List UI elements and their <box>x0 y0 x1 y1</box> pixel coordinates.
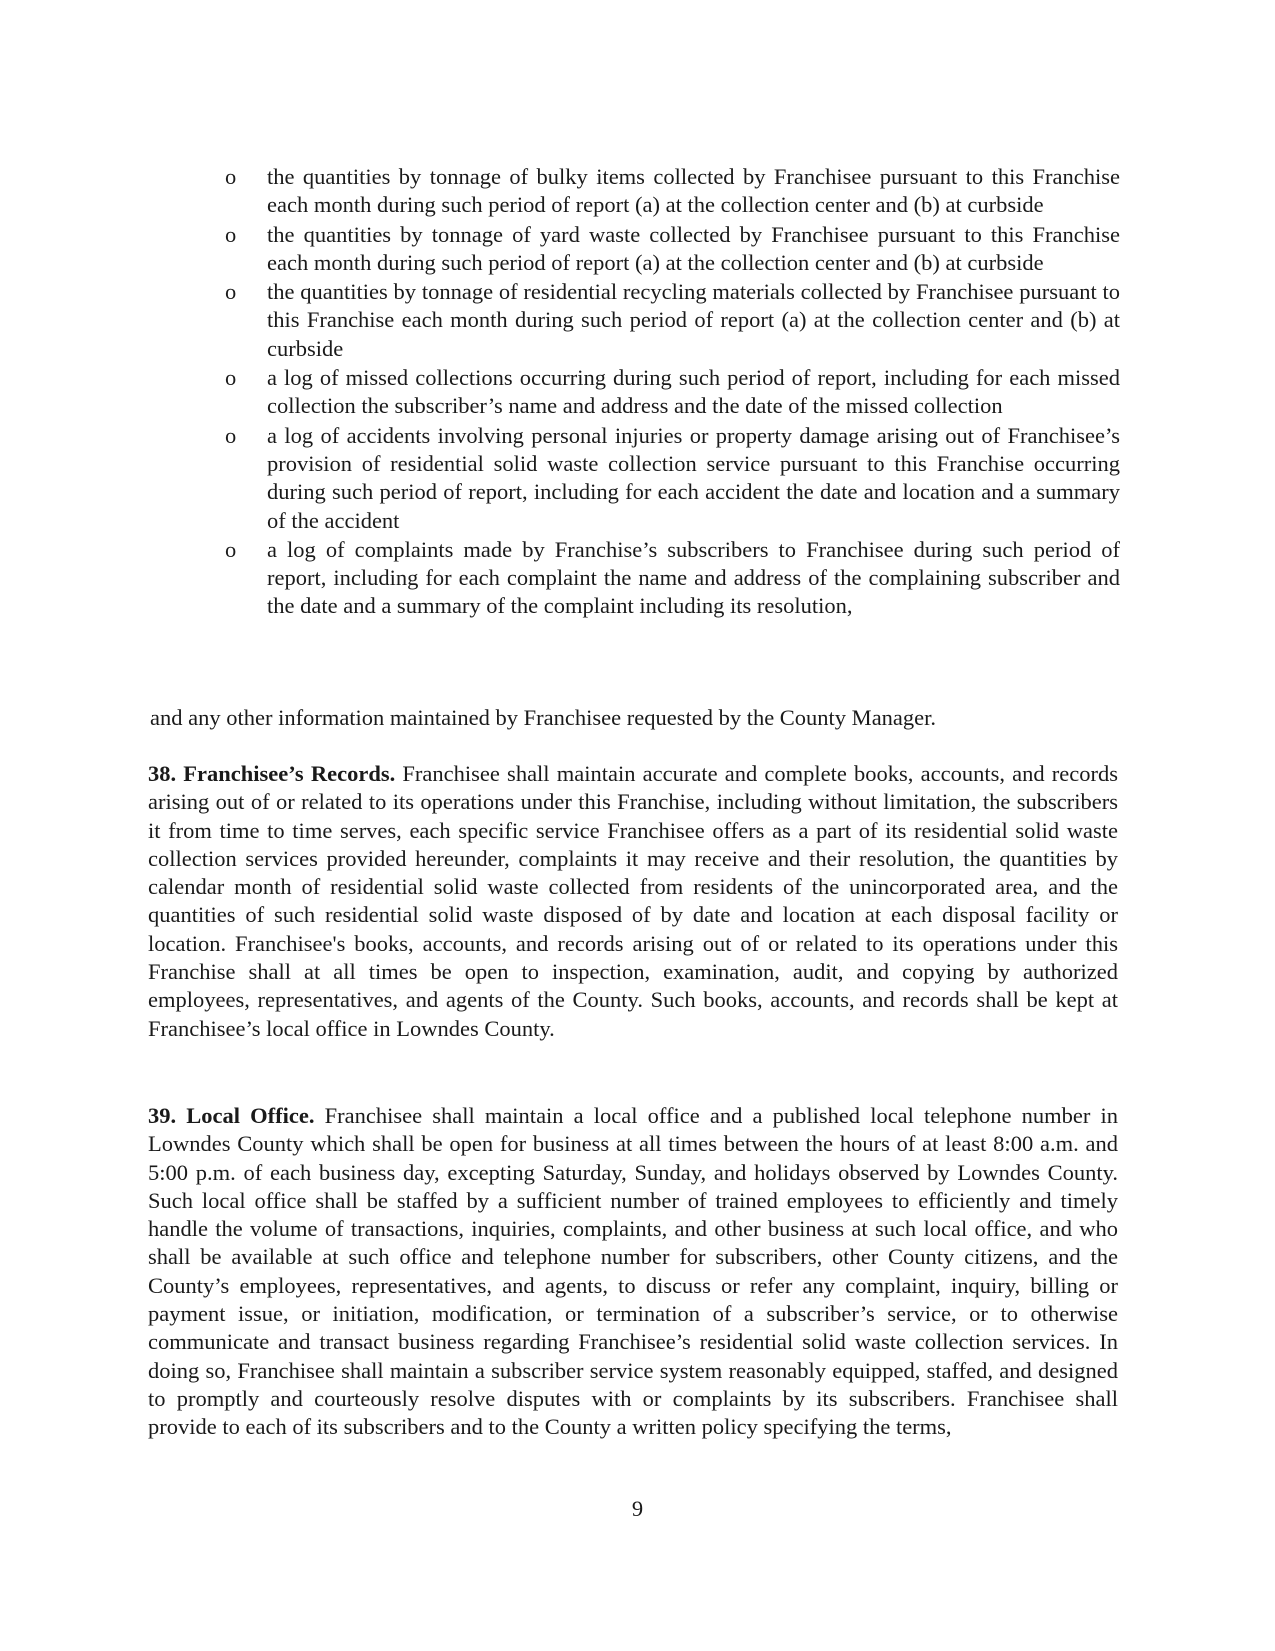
list-closing-text: and any other information maintained by Franchisee requested by the County Manager. <box>150 705 937 730</box>
list-item-text: a log of accidents involving personal injuries or property damage arising out of Franchisee’s provision of residential solid waste collection service pursuant to this Franchise occurring during such period of report, including for each accident the date and location and a summary of the accident <box>267 422 1120 533</box>
report-items-list <box>225 163 1120 622</box>
bullet-marker: o <box>225 365 237 391</box>
list-item-text: the quantities by tonnage of residential recycling materials collected by Franchisee pursuant to this Franchise each month during such period of report (a) at the collection center and (b) at curbside <box>267 279 1120 361</box>
list-item <box>225 364 1120 421</box>
section-38-franchisee-records <box>148 760 1118 1043</box>
list-item <box>225 422 1120 535</box>
bullet-marker: o <box>225 279 237 305</box>
section-38-body: Franchisee shall maintain accurate and complete books, accounts, and records arising out of or related to its operations under this Franchise, including without limitation, the subscribers it from time to time serves, each specific service Franchisee offers as a part of its residential solid waste collection services provided hereunder, complaints it may receive and their resolution, the quantities by calendar month of residential solid waste collected from residents of the unincorporated area, and the quantities of such residential solid waste disposed of by date and location at each disposal facility or location. Franchisee's books, accounts, and records arising out of or related to its operations under this Franchise shall at all times be open to inspection, examination, audit, and copying by authorized employees, representatives, and agents of the County. Such books, accounts, and records shall be kept at Franchisee’s local office in Lowndes County. <box>148 761 1119 1041</box>
page-number: 9 <box>631 1496 644 1521</box>
list-item-text: the quantities by tonnage of bulky items collected by Franchisee pursuant to this Franchise each month during such period of report (a) at the collection center and (b) at curbside <box>267 164 1120 218</box>
bullet-marker: o <box>225 221 237 247</box>
bullet-marker: o <box>225 422 237 448</box>
list-item-text: a log of complaints made by Franchise’s subscribers to Franchisee during such period of report, including for each complaint the name and address of the complaining subscriber and the date and a summary of the complaint including its resolution, <box>267 536 1120 619</box>
list-item <box>225 221 1120 278</box>
bullet-marker: o <box>225 164 237 189</box>
list-item <box>225 536 1120 621</box>
list-item-text: a log of missed collections occurring during such period of report, including for each missed collection the subscriber’s name and address and the date of the missed collection <box>267 365 1120 419</box>
bullet-marker: o <box>225 536 237 562</box>
section-38-heading: 38. Franchisee’s Records. <box>148 761 396 786</box>
section-39-body: Franchisee shall maintain a local office and a published local telephone number in Lowndes County which shall be open for business at all times between the hours of at least 8:00 a.m. and 5:00 p.m. of each business day, excepting Saturday, Sunday, and holidays observed by Lowndes County. Such local office shall be staffed by a sufficient number of trained employees to efficiently and timely handle the volume of transactions, inquiries, complaints, and other business at such local office, and who shall be available at such office and telephone number for subscribers, other County citizens, and the County’s employees, representatives, and agents, to discuss or refer any complaint, inquiry, billing or payment issue, or initiation, modification, or termination of a subscriber’s service, or to otherwise communicate and transact business regarding Franchisee’s residential solid waste collection services. In doing so, Franchisee shall maintain a subscriber service system reasonably equipped, staffed, and designed to promptly and courteously resolve disputes with or complaints by its subscribers. Franchisee shall provide to each of its subscribers and to the County a written policy specifying the terms, <box>148 1103 1118 1440</box>
list-item <box>225 163 1120 220</box>
list-item <box>225 278 1120 363</box>
section-39-local-office <box>148 1102 1118 1442</box>
section-39-heading: 39. Local Office. <box>148 1103 315 1128</box>
list-item-text: the quantities by tonnage of yard waste collected by Franchisee pursuant to this Franchise each month during such period of report (a) at the collection center and (b) at curbside <box>267 221 1120 275</box>
